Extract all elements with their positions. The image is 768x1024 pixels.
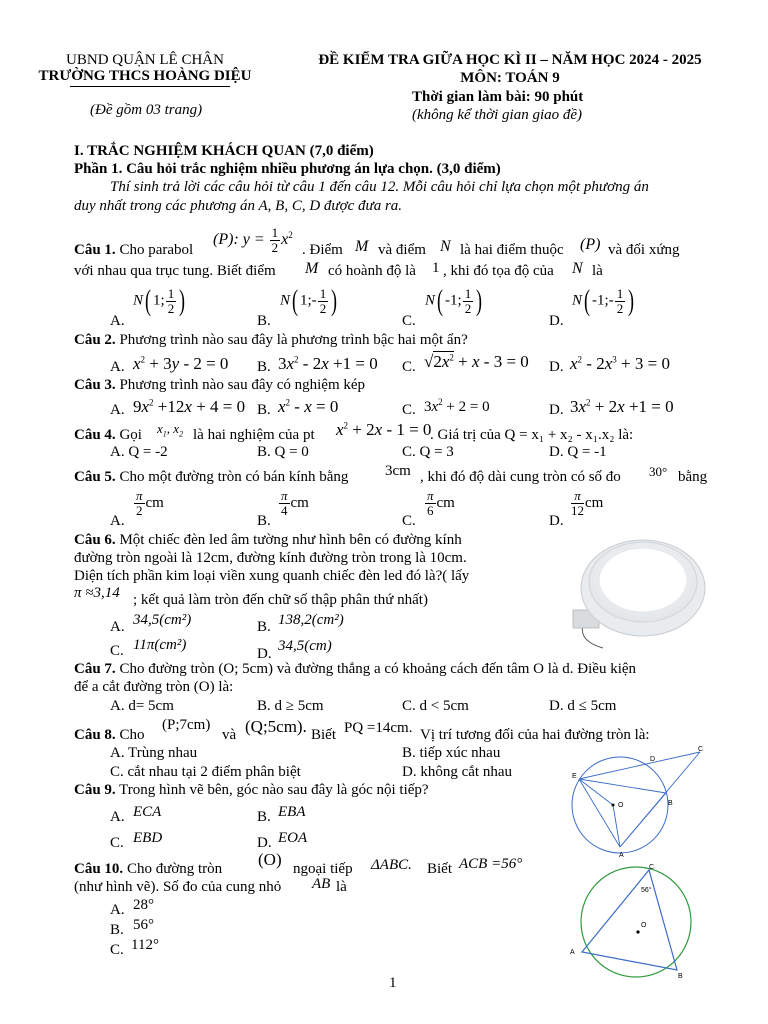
q5-option-b-value — [278, 489, 309, 518]
q5-text1: Cho một đường tròn có bán kính bằng — [119, 469, 349, 485]
q5-b-pi: π — [281, 488, 288, 503]
q2-option-c-value: $√2x^2 + x - 3 = 0$ — [424, 352, 529, 371]
q5-line — [74, 469, 348, 486]
q5-c-unit: cm — [436, 494, 455, 511]
q1-text3: và điểm — [378, 242, 426, 258]
header-underline — [70, 86, 230, 87]
q5-text2: , khi đó độ dài cung tròn có số đo — [420, 469, 621, 485]
q8-circle-q: (Q;5cm). — [245, 717, 307, 736]
q5-option-d-value — [570, 489, 603, 518]
q3-option-b-value: $x^2 - x = 0$ — [278, 397, 339, 416]
q10-arc-ab: AB — [312, 876, 331, 892]
q9-geometry-figure — [562, 745, 710, 860]
q5-option-a-value — [133, 489, 164, 518]
q1-option-c-value: N( -1; $\frac{1}{2}$ ) — [425, 284, 483, 317]
q9-text: Trong hình vẽ bên, góc nào sau đây là góc nội tiếp? — [119, 782, 429, 798]
q8-option-d[interactable]: D. không cắt nhau — [402, 764, 512, 780]
q5-b-den: 4 — [281, 503, 288, 518]
q9-option-b-value: EBA — [278, 804, 306, 820]
q2-option-a[interactable]: A. — [110, 359, 125, 375]
q3-option-d[interactable]: D. — [549, 402, 564, 418]
q2-option-b-value: $3x^2 - 2x +1 = 0$ — [278, 354, 378, 373]
q4-text2: là hai nghiệm của pt — [193, 427, 315, 443]
q5-text3: bằng — [678, 469, 708, 485]
q1-parabola: (P): y = $\frac{1}{2}$ $x^2$ — [213, 225, 293, 255]
q3-option-a[interactable]: A. — [110, 402, 125, 418]
q10-triangle: ΔABC. — [371, 857, 412, 873]
q10-geometry-figure — [565, 860, 713, 982]
q6-option-c[interactable]: C. — [110, 643, 124, 659]
fig9-label-b: B — [668, 800, 673, 807]
q5-d-pi: π — [571, 489, 584, 504]
q5-a-unit: cm — [145, 494, 164, 511]
q8-circle-p: (P;7cm) — [162, 717, 211, 733]
q2-option-c[interactable]: C. — [402, 359, 416, 375]
q1-line1-b — [302, 242, 343, 259]
part1-title: Phần 1. Câu hỏi trắc nghiệm nhiều phương án lựa chọn. (3,0 điểm) — [74, 161, 501, 177]
duration-note: (không kể thời gian giao đề) — [412, 107, 583, 123]
q1-point-n: N — [440, 238, 451, 255]
q1-parabola-ref: (P) — [580, 236, 601, 253]
q5-c-den: 6 — [427, 503, 434, 518]
fig10-label-a: A — [570, 949, 575, 956]
q1-eq: : y = — [233, 231, 265, 249]
q10-circle-o: (O) — [258, 850, 282, 869]
q8-option-b[interactable]: B. tiếp xúc nhau — [402, 745, 501, 761]
q3-option-d-value: $3x^2 + 2x +1 = 0$ — [570, 397, 674, 416]
q10-option-c-value: 112° — [131, 937, 159, 953]
fig10-label-o: O — [641, 922, 647, 929]
instructions-line2: duy nhất trong các phương án A, B, C, D được đưa ra. — [74, 198, 403, 214]
q2-option-d-value: $x^2 - 2x^3 + 3 = 0$ — [570, 354, 670, 373]
q6-option-a[interactable]: A. — [110, 619, 125, 635]
pages-note: (Đề gồm 03 trang) — [90, 102, 203, 118]
q10-line1 — [74, 861, 222, 878]
q10-option-b[interactable]: B. — [110, 922, 124, 938]
q4-text1: Gọi — [119, 427, 142, 443]
school-name: TRƯỜNG THCS HOÀNG DIỆU — [38, 68, 252, 84]
q1-text4: là hai điểm thuộc — [460, 242, 564, 258]
q7-option-b[interactable]: B. d ≥ 5cm — [257, 698, 324, 714]
q5-d-unit: cm — [585, 494, 604, 511]
fig10-label-angle: 56° — [641, 887, 652, 894]
q8-line — [74, 727, 144, 744]
q6-option-b[interactable]: B. — [257, 619, 271, 635]
q4-line — [74, 427, 142, 444]
q7-option-a[interactable]: A. d= 5cm — [110, 698, 174, 714]
q2-text: Phương trình nào sau đây là phương trình bậc hai một ẩn? — [119, 332, 468, 348]
q5-option-d[interactable]: D. — [549, 513, 564, 529]
q4-option-d[interactable]: D. Q = -1 — [549, 444, 607, 460]
q6-option-c-value: 11π(cm²) — [133, 637, 187, 653]
q1-option-b-value: N( 1;- $\frac{1}{2}$ ) — [280, 284, 338, 317]
q9-label: Câu 9. — [74, 782, 116, 798]
q1-option-d-value: N( -1;- $\frac{1}{2}$ ) — [572, 284, 635, 317]
q8-text2: và — [222, 727, 237, 743]
q3-option-c[interactable]: C. — [402, 402, 416, 418]
q1-option-a[interactable]: A. — [110, 313, 125, 329]
q5-option-b[interactable]: B. — [257, 513, 271, 529]
district-name: UBND QUẬN LÊ CHÂN — [66, 52, 224, 68]
q5-c-pi: π — [427, 488, 434, 503]
q1-line2: với nhau qua trục tung. Biết điểm — [74, 263, 276, 279]
q1-line2b: có hoành độ là — [328, 263, 416, 279]
q10-line2b: là — [336, 879, 347, 895]
q2-option-a-value: $x^2 + 3y - 2 = 0$ — [133, 354, 229, 373]
q1-one: 1 — [432, 260, 440, 276]
q9-option-d[interactable]: D. — [257, 835, 272, 851]
fig9-label-o: O — [618, 802, 624, 809]
q4-label: Câu 4. — [74, 427, 116, 443]
q1-option-b[interactable]: B. — [257, 313, 271, 329]
q1-line2d: là — [592, 263, 603, 279]
q6-option-a-value: 34,5(cm²) — [133, 612, 192, 628]
q3-text: Phương trình nào sau đây có nghiệm kép — [119, 377, 366, 393]
q7-line2: để a cắt đường tròn (O) là: — [74, 679, 234, 695]
page-number: 1 — [389, 975, 397, 991]
q1-option-d[interactable]: D. — [549, 313, 564, 329]
q4-option-b[interactable]: B. Q = 0 — [257, 444, 309, 460]
q5-d-den: 12 — [571, 503, 584, 518]
q3-option-b[interactable]: B. — [257, 402, 271, 418]
q4-text3: . Giá trị của Q = x₁ + x₂ - x₁.x₂ là: — [430, 427, 634, 443]
q10-text3: Biết — [427, 861, 452, 877]
q5-degree: 30° — [649, 464, 668, 479]
q1-parabola-name: (P) — [213, 231, 234, 249]
q1-label: Câu 1. — [74, 242, 116, 258]
q1-fraction: $\frac{1}{2}$ — [271, 225, 279, 255]
q7-option-c[interactable]: C. d < 5cm — [402, 698, 469, 714]
q9-option-b[interactable]: B. — [257, 809, 271, 825]
q9-option-d-value: EOA — [278, 830, 308, 846]
q3-label: Câu 3. — [74, 377, 116, 393]
q8-option-a[interactable]: A. Trùng nhau — [110, 745, 198, 761]
q9-option-a-value: ECA — [133, 804, 162, 820]
q7-text1: Cho đường tròn (O; 5cm) và đường thẳng a có khoảng cách đến tâm O là d. Điều kiện — [119, 661, 637, 677]
q6-label: Câu 6. — [74, 532, 116, 548]
q1-line1 — [74, 242, 193, 259]
q6-option-d-value: 34,5(cm) — [278, 638, 332, 654]
q5-option-c[interactable]: C. — [402, 513, 416, 529]
q10-line2: (như hình vẽ). Số đo của cung nhỏ — [74, 879, 282, 895]
q8-text3: Biết — [311, 727, 336, 743]
q2-option-b[interactable]: B. — [257, 359, 271, 375]
fig10-label-b: B — [678, 973, 683, 980]
q2-label: Câu 2. — [74, 332, 116, 348]
q1-option-c[interactable]: C. — [402, 313, 416, 329]
q10-label: Câu 10. — [74, 861, 124, 877]
q1-line2c: , khi đó tọa độ của — [443, 263, 554, 279]
q9-line — [74, 782, 429, 799]
q6-line1 — [74, 532, 462, 549]
q7-label: Câu 7. — [74, 661, 116, 677]
fig9-label-d: D — [650, 756, 656, 763]
fig9-label-c: C — [698, 746, 704, 753]
exam-subject: MÔN: TOÁN 9 — [460, 70, 560, 86]
q7-option-d[interactable]: D. d ≤ 5cm — [549, 698, 617, 714]
q10-text1: Cho đường tròn — [126, 861, 223, 877]
q5-b-unit: cm — [290, 494, 309, 511]
q6-pi-approx: π ≈3,14 — [74, 585, 120, 601]
q3-line — [74, 377, 365, 394]
q10-option-c[interactable]: C. — [110, 942, 124, 958]
q8-option-c[interactable]: C. cắt nhau tại 2 điểm phân biệt — [110, 764, 301, 780]
q1-point-m2: M — [305, 260, 319, 277]
q1-text5: và đối xứng — [608, 242, 680, 258]
q2-option-d[interactable]: D. — [549, 359, 564, 375]
fig9-label-e: E — [572, 773, 577, 780]
q6-line4: ; kết quả làm tròn đến chữ số thập phân thứ nhất) — [133, 592, 428, 608]
q5-radius: 3cm — [385, 463, 411, 479]
q4-equation: $x^2 + 2x - 1 = 0$ — [336, 420, 432, 439]
q8-pq: PQ =14cm. — [344, 720, 413, 736]
exam-title: ĐỀ KIỂM TRA GIỮA HỌC KÌ II – NĂM HỌC 2024 - 2025 — [318, 52, 702, 68]
q1-text: Cho parabol — [119, 242, 194, 258]
q3-option-c-value: $3x^2 + 2 = 0$ — [424, 397, 490, 415]
q10-angle: ACB =56° — [459, 856, 523, 872]
q10-option-a-value: 28° — [133, 897, 154, 913]
q8-label: Câu 8. — [74, 727, 116, 743]
q10-option-a[interactable]: A. — [110, 902, 125, 918]
q5-a-pi: π — [136, 488, 143, 503]
q6-line3: Diện tích phần kim loại viền xung quanh chiếc đèn led đó là?( lấy — [74, 568, 470, 584]
section-title: I. TRẮC NGHIỆM KHÁCH QUAN (7,0 điểm) — [74, 143, 374, 159]
fig10-label-c: C — [649, 864, 655, 871]
q9-option-a[interactable]: A. — [110, 809, 125, 825]
q5-label: Câu 5. — [74, 469, 116, 485]
q9-option-c-value: EBD — [133, 830, 163, 846]
q4-option-a[interactable]: A. Q = -2 — [110, 444, 168, 460]
q10-text2: ngoại tiếp — [293, 861, 353, 877]
q5-option-c-value — [424, 489, 455, 518]
q6-line2: đường tròn ngoài là 12cm, đường kính đường tròn trong là 10cm. — [74, 550, 467, 566]
q1-point-n2: N — [572, 260, 583, 277]
q4-option-c[interactable]: C. Q = 3 — [402, 444, 454, 460]
instructions-line1: Thí sinh trả lời các câu hỏi từ câu 1 đến câu 12. Mỗi câu hỏi chỉ lựa chọn một phương án — [110, 179, 649, 195]
q1-point-m: M — [355, 238, 369, 255]
q6-option-d[interactable]: D. — [257, 646, 272, 662]
q8-text4: Vị trí tương đối của hai đường tròn là: — [420, 727, 650, 743]
q9-option-c[interactable]: C. — [110, 835, 124, 851]
led-lamp-image — [563, 528, 711, 653]
q1-text2: . Điểm — [302, 242, 343, 258]
q8-text1: Cho — [119, 727, 145, 743]
q5-a-den: 2 — [136, 503, 143, 518]
q1-option-a-value: N( 1; $\frac{1}{2}$ ) — [133, 284, 186, 317]
q4-roots: $x_1$, $x_2$ — [157, 421, 184, 439]
exam-duration: Thời gian làm bài: 90 phút — [412, 89, 584, 105]
q7-line1 — [74, 661, 636, 678]
q10-option-b-value: 56° — [133, 917, 154, 933]
q2-line — [74, 332, 468, 349]
q5-option-a[interactable]: A. — [110, 513, 125, 529]
q6-text1: Một chiếc đèn led âm tường như hình bên có đường kính — [119, 532, 462, 548]
q6-option-b-value: 138,2(cm²) — [278, 612, 344, 628]
fig9-label-a: A — [619, 852, 624, 859]
q3-option-a-value: $9x^2 +12x + 4 = 0$ — [133, 397, 246, 416]
